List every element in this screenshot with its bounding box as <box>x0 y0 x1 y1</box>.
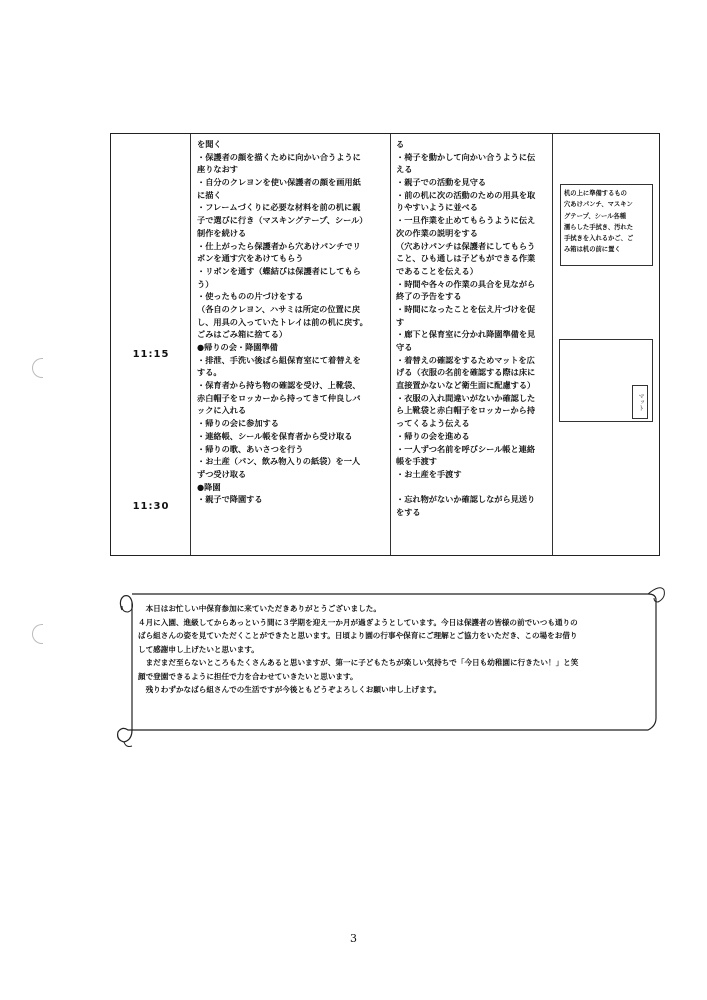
child-activity-line: ・排泄、手洗い後ばら組保育室にて着替えを <box>197 354 361 365</box>
teacher-support-line: ・一旦作業を止めてもらうように伝え <box>396 215 536 226</box>
environment-note-line: 手拭きを入れるかご、ご <box>564 235 634 243</box>
message-text <box>138 602 658 697</box>
teacher-support-column <box>391 134 553 555</box>
teacher-support-line: （穴あけパンチは保護者にしてもらう <box>396 240 536 251</box>
environment-note-line: グテープ、シール各種 <box>564 212 627 220</box>
child-activity-line: ・帰りの歌、あいさつを行う <box>197 443 304 454</box>
environment-note-line: 机の上に準備するもの <box>564 190 627 197</box>
environment-note-box <box>560 184 653 266</box>
message-line: ばら組さんの姿を見ていただくことができたと思います。日頃より園の行事や保育にご理解とご協力をいただき、この場をお借り <box>138 631 578 640</box>
teacher-support-line: げる（衣服の名前を確認する際は床に <box>396 367 536 378</box>
child-activity-line: う） <box>197 278 214 289</box>
child-activity-line: ・リボンを通す（蝶結びは保護者にしてもら <box>197 265 361 276</box>
child-activity-column <box>191 134 391 555</box>
teacher-support-line: 終了の予告をする <box>396 291 462 302</box>
message-line: ４月に入園、進級してからあっという間に３学期を迎え一か月が過ぎようとしています。今日は保護者の皆様の前でいつも通りの <box>138 617 578 627</box>
environment-column <box>553 134 658 555</box>
teacher-support-line: ・着替えの確認をするためマットを広 <box>396 354 535 365</box>
child-activity-line: 赤白帽子をロッカーから持ってきて仲良しバ <box>197 392 361 403</box>
child-activity-line: ボンを通す穴をあけてもらう <box>197 253 304 264</box>
child-activity-line: ・親子で降園する <box>197 494 263 505</box>
child-activity-line: ・保育者から持ち物の確認を受け、上靴袋、 <box>197 380 361 391</box>
child-activity-line: ・自分のクレヨンを使い保護者の顔を画用紙 <box>197 177 361 188</box>
punch-hole-mark <box>32 358 43 378</box>
child-activity-line: し、用具の入っていたトレイは前の机に戻す。 <box>197 316 368 327</box>
environment-note-line: み箱は机の前に置く <box>564 246 621 254</box>
punch-hole-mark <box>32 624 43 644</box>
child-activity-line: ・保護者の顔を描くために向かい合うように <box>197 151 361 162</box>
teacher-support-line: こと、ひも通しは子どもができる作業 <box>396 253 536 264</box>
child-activity-line: ●帰りの会・降園準備 <box>197 342 278 352</box>
child-activity-line: ・仕上がったら保護者から穴あけパンチでリ <box>197 240 361 251</box>
time-column <box>111 134 191 555</box>
mat-diagram <box>559 339 653 422</box>
teacher-support-line: りやすいように並べる <box>396 202 478 213</box>
teacher-support-line: ・椅子を動かして向かい合うように伝 <box>396 151 536 162</box>
teacher-support-line: ・一人ずつ名前を呼びシール帳と連絡 <box>396 443 536 454</box>
teacher-support-line: ・帰りの会を進める <box>396 430 470 441</box>
child-activity-line: ごみはごみ箱に捨てる） <box>197 329 288 340</box>
message-line: 本日はお忙しい中保育参加に来ていただきありがとうございました。 <box>138 604 381 613</box>
teacher-support-line: 次の作業の説明をする <box>396 227 478 238</box>
mat-label: マット <box>632 385 648 419</box>
child-activity-line: ・フレームづくりに必要な材料を前の机に親 <box>197 202 361 213</box>
child-activity-line: 座りなおす <box>197 164 238 175</box>
child-activity-line: に描く <box>197 189 222 200</box>
teacher-support-line: ・お土産を手渡す <box>396 468 462 479</box>
teacher-support-line: 直接置かないなど衛生面に配慮する） <box>396 380 536 391</box>
message-scroll <box>108 580 668 760</box>
child-activity-text <box>197 138 368 506</box>
environment-note-line: 穴あけパンチ、マスキン <box>564 201 633 209</box>
teacher-support-line: える <box>396 164 413 175</box>
time-label: 11:30 <box>132 501 170 512</box>
teacher-support-line: す <box>396 316 405 327</box>
message-line: して感謝申し上げたいと思います。 <box>138 644 259 654</box>
message-line: 残りわずかなばら組さんでの生活ですが今後ともどうぞよろしくお願い申し上げます。 <box>138 685 442 694</box>
child-activity-line: 制作を続ける <box>197 227 247 238</box>
teacher-support-line: る <box>396 139 405 149</box>
child-activity-line: ●降園 <box>197 481 221 492</box>
teacher-support-line: ・時間になったことを伝え片づけを促 <box>396 303 536 314</box>
teacher-support-line: ・時間や各々の作業の具合を見ながら <box>396 278 536 289</box>
message-line: 顔で登園できるように担任で力を合わせていきたいと思います。 <box>138 671 358 681</box>
teacher-support-line: ・衣服の入れ間違いがないか確認した <box>396 392 536 403</box>
teacher-support-line: ・前の机に次の活動のための用具を取 <box>396 189 536 200</box>
teacher-support-line: ってくるよう伝える <box>396 418 470 429</box>
teacher-support-line: であることを伝える） <box>396 265 478 276</box>
schedule-table <box>110 133 660 556</box>
message-line: まだまだ至らないところもたくさんあると思いますが、第一に子どもたちが楽しい気持ちで「今日も幼稚園に行きたい！」と笑 <box>138 658 579 667</box>
teacher-support-line: 守る <box>396 342 413 352</box>
child-activity-line: （各自のクレヨン、ハサミは所定の位置に戻 <box>197 303 361 314</box>
teacher-support-text <box>396 138 535 519</box>
child-activity-line: ずつ受け取る <box>197 468 247 479</box>
page-number: 3 <box>350 932 357 945</box>
time-label: 11:15 <box>132 349 170 360</box>
teacher-support-line: ・廊下と保育室に分かれ降園準備を見 <box>396 329 536 340</box>
child-activity-line: ・帰りの会に参加する <box>197 418 279 429</box>
child-activity-line: ・使ったものの片づけをする <box>197 291 304 302</box>
teacher-support-line: ・親子での活動を見守る <box>396 177 487 188</box>
child-activity-line: 子で選びに行き（マスキングテープ、シール） <box>197 215 368 226</box>
teacher-support-line: ・忘れ物がないか確認しながら見送り <box>396 494 536 505</box>
child-activity-line: ・お土産（パン、飲み物入りの紙袋）を一人 <box>197 456 361 467</box>
teacher-support-line: ら上靴袋と赤白帽子をロッカーから持 <box>396 405 536 416</box>
teacher-support-line <box>396 481 535 494</box>
child-activity-line: ックに入れる <box>197 405 247 416</box>
environment-note-line: 濡らした手拭き、汚れた <box>564 223 634 231</box>
child-activity-line: ・連絡帳、シール帳を保育者から受け取る <box>197 430 353 441</box>
teacher-support-line: 帳を手渡す <box>396 456 437 467</box>
teacher-support-line: をする <box>396 506 421 517</box>
child-activity-line: を聞く <box>197 139 222 149</box>
child-activity-line: する。 <box>197 367 222 378</box>
